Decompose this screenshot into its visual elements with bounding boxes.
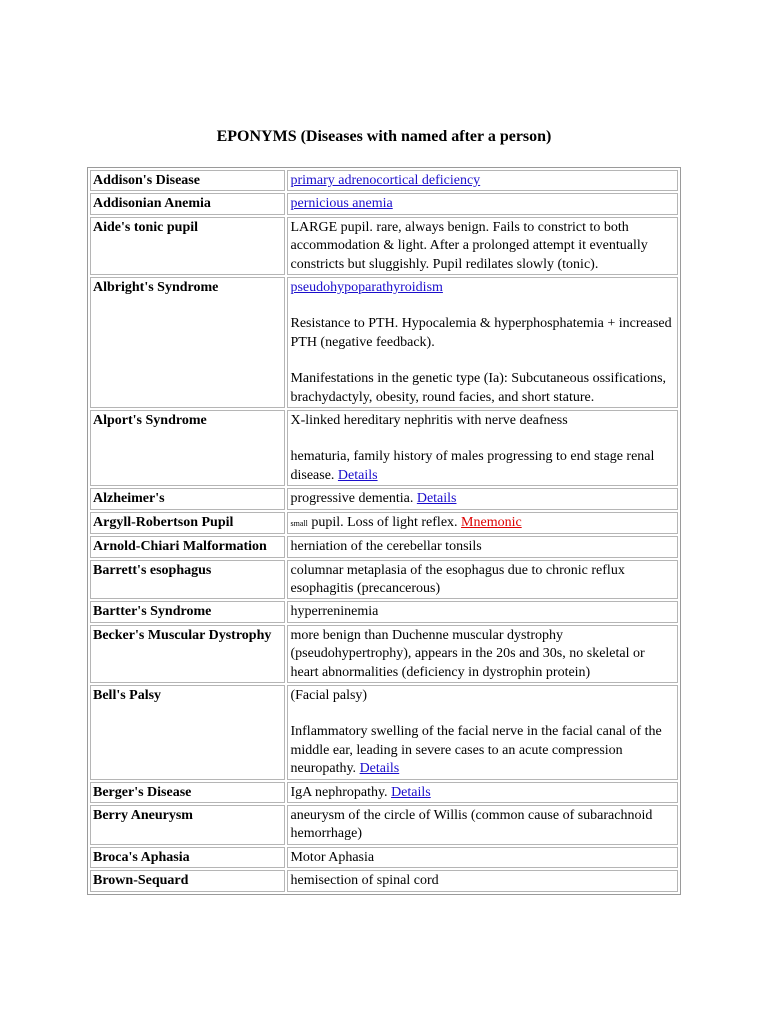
table-row [90,277,678,408]
pernicious-anemia-link[interactable]: pernicious anemia [290,196,393,212]
disease-description [287,277,678,408]
details-link[interactable]: Details [337,467,378,483]
disease-name: Berry Aneurysm [90,805,285,845]
description-paragraph: hematuria, family history of males progressing to end stage renal disease. [290,449,655,483]
table-row [90,193,678,214]
details-link[interactable]: Details [416,491,457,507]
table-row [90,170,678,191]
mnemonic-link[interactable]: Mnemonic [461,514,522,530]
disease-description: herniation of the cerebellar tonsils [287,536,678,557]
disease-description: more benign than Duchenne muscular dystrophy (pseudohypertrophy), appears in the 20s and 30s, no skeletal or heart abnormalities (deficiency in dystrophin protein) [287,625,678,683]
disease-name: Alport's Syndrome [90,410,285,486]
table-row [90,560,678,600]
table-row [90,847,678,868]
disease-description: Motor Aphasia [287,847,678,868]
disease-description: columnar metaplasia of the esophagus due to chronic reflux esophagitis (precancerous) [287,560,678,600]
pseudohypoparathyroidism-link[interactable]: pseudohypoparathyroidism [290,280,443,296]
disease-description [287,488,678,509]
disease-description [287,170,678,191]
disease-name: Becker's Muscular Dystrophy [90,625,285,683]
description-paragraph: Resistance to PTH. Hypocalemia & hyperphosphatemia + increased PTH (negative feedback). [290,316,672,350]
table-row [90,601,678,622]
disease-description [287,512,678,534]
document-title: EPONYMS (Diseases with named after a person) [216,128,552,145]
description-paragraph: X-linked hereditary nephritis with nerve deafness [290,413,568,429]
eponyms-table [87,167,681,895]
disease-description [287,410,678,486]
primary-adrenocortical-deficiency-link[interactable]: primary adrenocortical deficiency [290,173,481,188]
disease-name: Albright's Syndrome [90,277,285,408]
small-text: small [290,518,308,528]
table-row [90,870,678,891]
description-text: IgA nephropathy. [290,784,388,800]
disease-description [287,193,678,214]
disease-name: Addison's Disease [90,170,285,191]
table-row [90,512,678,534]
details-link[interactable]: Details [391,784,431,800]
details-link[interactable]: Details [359,761,400,777]
table-row [90,488,678,509]
disease-name: Arnold-Chiari Malformation [90,536,285,557]
description-text: progressive dementia. [290,491,414,507]
disease-name: Alzheimer's [90,488,285,509]
disease-name: Broca's Aphasia [90,847,285,868]
disease-name: Brown-Sequard [90,870,285,891]
disease-description: hyperreninemia [287,601,678,622]
disease-name: Bartter's Syndrome [90,601,285,622]
disease-name: Argyll-Robertson Pupil [90,512,285,534]
disease-name: Barrett's esophagus [90,560,285,600]
table-row [90,217,678,275]
table-row [90,685,678,780]
table-row [90,782,678,803]
disease-name: Aide's tonic pupil [90,217,285,275]
disease-description: aneurysm of the circle of Willis (common cause of subarachnoid hemorrhage) [287,805,678,845]
disease-name: Bell's Palsy [90,685,285,780]
description-paragraph: Inflammatory swelling of the facial nerve in the facial canal of the middle ear, leading in severe cases to an acute compression neuropathy. [290,724,662,777]
disease-description [287,782,678,803]
description-text: pupil. Loss of light reflex. [311,514,458,530]
description-paragraph: (Facial palsy) [290,687,368,703]
disease-name: Addisonian Anemia [90,193,285,214]
table-row [90,410,678,486]
disease-description: hemisection of spinal cord [287,870,678,891]
disease-description: LARGE pupil. rare, always benign. Fails to constrict to both accommodation & light. After a prolonged attempt it eventually constricts but sluggishly. Pupil redilates slowly (tonic). [287,217,678,275]
table-row [90,625,678,683]
table-row [90,536,678,557]
table-row [90,805,678,845]
description-paragraph: Manifestations in the genetic type (Ia): Subcutaneous ossifications, brachydactyly, obesity, round facies, and short stature. [290,371,667,405]
disease-description [287,685,678,780]
disease-name: Berger's Disease [90,782,285,803]
